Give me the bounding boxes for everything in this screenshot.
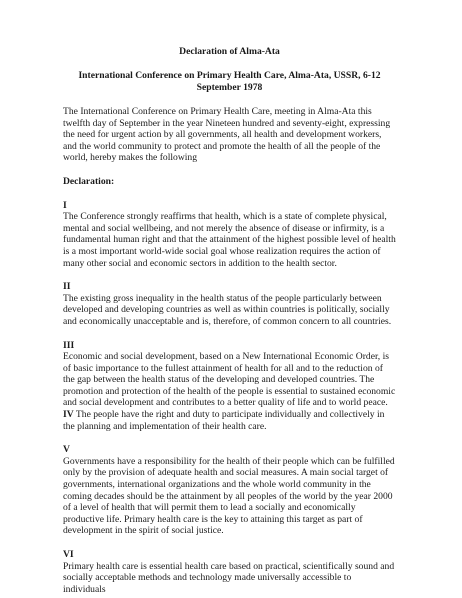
- section-number-iii: III: [63, 339, 75, 351]
- section-text-iii-main: Economic and social development, based on a New International Economic Order, is of basic importance to the fullest attainment of health for all and to the reduction of the gap between the health status of the developing and developed countries. The promotion and protection of the health of the people is essential to sustained economic and social development and contributes to a better quality of life and to world peace.: [63, 351, 396, 409]
- document-title: Declaration of Alma-Ata: [179, 46, 280, 57]
- section-text-iv: The people have the right and duty to participate individually and collectively in the planning and implementation of their health care.: [63, 409, 385, 432]
- section-text-v: Governments have a responsibility for the health of their people which can be fulfilled only by the provision of adequate health and social measures. A main social target of governments, international organizations and the whole world community in the coming decades should be the attainment by all peoples of the world by the year 2000 of a level of health that will permit them to lead a socially and economically productive life. Primary health care is the key to attaining this target as part of development in the spirit of social justice.: [63, 455, 395, 537]
- section-text-iii: [63, 351, 396, 432]
- section-text-vi: Primary health care is essential health care based on practical, scientifically sound and socially acceptable methods and technology made universally accessible to individuals: [63, 560, 395, 595]
- section-number-i: I: [63, 199, 67, 211]
- section-number-vi: VI: [63, 549, 74, 560]
- declaration-heading: Declaration:: [63, 175, 115, 187]
- section-number-ii: II: [63, 281, 71, 293]
- section-text-ii: The existing gross inequality in the health status of the people particularly between developed and developing countries as well as within countries is politically, socially and economically unacceptable and is, therefore, of common concern to all countries.: [63, 292, 392, 327]
- intro-paragraph: The International Conference on Primary Health Care, meeting in Alma-Ata this twelfth day of September in the year Nineteen hundred and seventy-eight, expressing the need for urgent action by all governments, all health and development workers, and the world community to protect and promote the health of all the people of the world, hereby makes the following: [63, 106, 391, 164]
- section-number-v: V: [63, 444, 70, 456]
- section-number-iv-inline: IV: [63, 409, 74, 421]
- document-subtitle: International Conference on Primary Health Care, Alma-Ata, USSR, 6-12 September 1978: [78, 70, 381, 93]
- section-text-i: The Conference strongly reaffirms that health, which is a state of complete physical, mental and social wellbeing, and not merely the absence of disease or infirmity, is a fundamental human right and that the attainment of the highest possible level of health is a most important world-wide social goal whose realization requires the action of many other social and economic sectors in addition to the health sector.: [63, 211, 396, 269]
